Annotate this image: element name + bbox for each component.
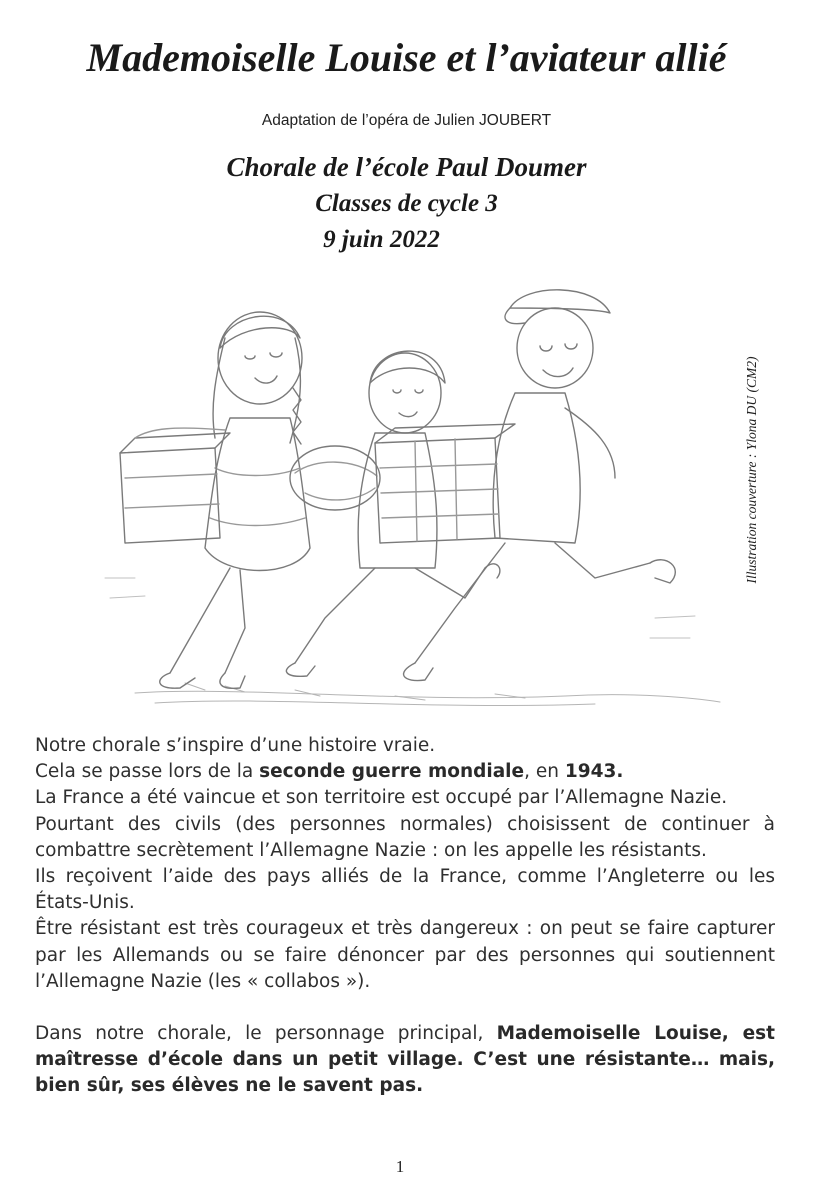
paragraph-2-text: Cela se passe lors de la <box>35 761 260 783</box>
paragraph-2-bold-war: seconde guerre mondiale <box>259 761 525 783</box>
paragraph-7-bold: Mademoiselle Louise, est maîtresse d’école dans un petit village. C’est une résistante… mais, bien sûr, ses élèves ne le savent pas. <box>35 1023 775 1097</box>
page-number: 1 <box>395 1157 405 1176</box>
paragraph-2-bold-year: 1943. <box>564 761 624 783</box>
paragraph-3: La France a été vaincue et son territoire est occupé par l’Allemagne Nazie. <box>35 787 728 809</box>
paragraph-4: Pourtant des civils (des personnes normales) choisissent de continuer à combattre secrètement l’Allemagne Nazie : on les appelle les résistants. <box>35 813 775 861</box>
illustration-credit-text: Illustration couverture : Ylona DU (CM2) <box>744 356 759 584</box>
paragraph-6: Être résistant est très courageux et très dangereux : on peut se faire capturer par les Allemands ou se faire dénoncer par des personnes qui soutiennent l’Allemagne Nazie (les « collabos »). <box>35 918 775 992</box>
document-title: Mademoiselle Louise et l’aviateur allié <box>86 35 727 80</box>
paragraph-5: Ils reçoivent l’aide des pays alliés de la France, comme l’Angleterre ou les États-Unis. <box>35 866 775 914</box>
paragraph-2-text-2: , en <box>524 761 565 783</box>
girl-figure-sketch <box>120 312 310 688</box>
choir-classes: Classes de cycle 3 <box>315 190 498 217</box>
small-boy-figure-sketch <box>286 351 500 676</box>
cover-illustration <box>95 278 725 718</box>
document-subtitle: Adaptation de l’opéra de Julien JOUBERT <box>261 112 552 129</box>
paragraph-2 <box>35 759 775 785</box>
body-text <box>35 733 775 1100</box>
choir-name: Chorale de l’école Paul Doumer <box>226 152 587 182</box>
paragraph-7-text: Dans notre chorale, le personnage principal, <box>35 1023 497 1045</box>
paragraph-1: Notre chorale s’inspire d’une histoire vraie. <box>35 735 436 756</box>
performance-date: 9 juin 2022 <box>323 226 440 253</box>
paragraph-7 <box>35 1021 775 1100</box>
tall-boy-figure-sketch <box>375 290 675 681</box>
paragraph-gap <box>35 995 775 1021</box>
